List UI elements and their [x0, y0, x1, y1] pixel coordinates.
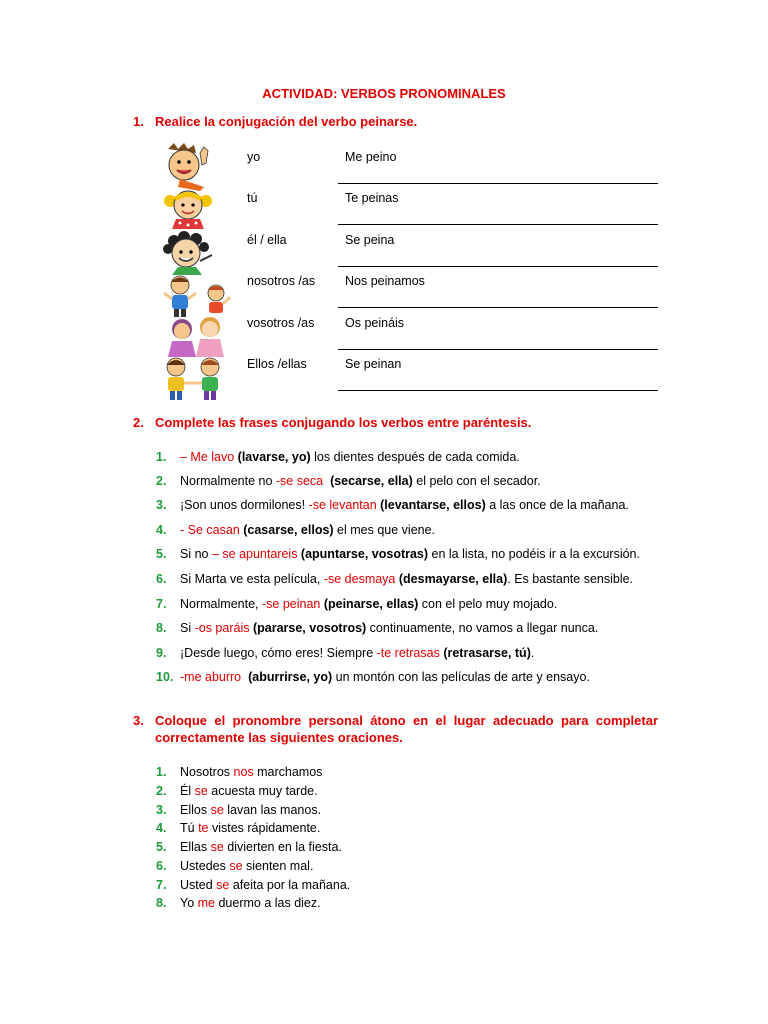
item-post: . Es bastante sensible. [507, 572, 634, 586]
item-text [180, 474, 541, 488]
item-text [180, 621, 598, 635]
item-pre: Ellas [180, 840, 211, 854]
item-text [180, 450, 520, 464]
pronoun: Ellos /ellas [247, 357, 307, 371]
item-hint: (casarse, ellos) [239, 523, 334, 537]
item-text [180, 896, 321, 910]
item-text [180, 765, 322, 779]
item-pre: Normalmente, [180, 597, 262, 611]
item-answer: - Se casan [180, 523, 240, 537]
item-post: marchamos [253, 765, 323, 779]
item-pre: Él [180, 784, 195, 798]
item-answer: -os paráis [194, 621, 250, 635]
conjugation-row [0, 150, 768, 192]
item-number: 6. [156, 572, 167, 586]
pronoun: él / ella [247, 233, 287, 247]
answer-line [338, 390, 658, 391]
item-number: 10. [156, 670, 174, 684]
item-pre: Si no [180, 547, 212, 561]
section-1-number: 1. [133, 114, 144, 129]
item-post: divierten en la fiesta. [223, 840, 342, 854]
item-number: 2. [156, 784, 167, 798]
item-hint: (desmayarse, ella) [395, 572, 508, 586]
item-pre: Si [180, 621, 195, 635]
section-3-heading [133, 712, 658, 748]
item-pre: Usted [180, 878, 217, 892]
verb-form: Se peina [345, 233, 395, 247]
item-answer: -se peinan [261, 597, 321, 611]
verb-form: Os peináis [345, 316, 405, 330]
item-pre: Si Marta ve esta película, [180, 572, 324, 586]
item-number: 4. [156, 821, 167, 835]
item-pre: Ellos [180, 803, 211, 817]
item-number: 7. [156, 878, 167, 892]
item-post: el mes que viene. [333, 523, 436, 537]
item-post: un montón con las películas de arte y ensayo. [332, 670, 590, 684]
item-post: acuesta muy tarde. [207, 784, 318, 798]
item-text [180, 646, 534, 660]
item-post: vistes rápidamente. [208, 821, 321, 835]
item-answer: -se seca [275, 474, 324, 488]
item-hint: (apuntarse, vosotras) [297, 547, 429, 561]
item-answer: se [216, 878, 230, 892]
item-text [180, 572, 633, 586]
item-text [180, 803, 321, 817]
conjugation-row [0, 316, 768, 358]
item-answer: -se desmaya [323, 572, 396, 586]
verb-form: Se peinan [345, 357, 402, 371]
section-2-number: 2. [133, 415, 144, 430]
item-number: 8. [156, 621, 167, 635]
item-text [180, 498, 629, 512]
verb-form: Nos peinamos [345, 274, 425, 288]
item-pre: ¡Desde luego, cómo eres! Siempre [180, 646, 377, 660]
item-text [180, 597, 557, 611]
answer-line [338, 183, 658, 184]
item-answer: – se apuntareis [211, 547, 298, 561]
section-1-text: Realice la conjugación del verbo peinarse. [155, 114, 418, 129]
verb-form: Me peino [345, 150, 397, 164]
item-pre: ¡Son unos dormilones! [180, 498, 309, 512]
item-post: continuamente, no vamos a llegar nunca. [366, 621, 599, 635]
item-number: 6. [156, 859, 167, 873]
item-post: los dientes después de cada comida. [310, 450, 520, 464]
pronoun: tú [247, 191, 258, 205]
item-text [180, 670, 590, 684]
item-answer: -se levantan [308, 498, 377, 512]
item-hint: (levantarse, ellos) [376, 498, 486, 512]
item-post: en la lista, no podéis ir a la excursión. [428, 547, 640, 561]
pronoun: nosotros /as [247, 274, 316, 288]
item-answer: nos [233, 765, 254, 779]
item-post: con el pelo muy mojado. [418, 597, 558, 611]
item-number: 3. [156, 498, 167, 512]
worksheet-title: ACTIVIDAD: VERBOS PRONOMINALES [262, 86, 506, 101]
section-2-text: Complete las frases conjugando los verbos entre paréntesis. [155, 415, 532, 430]
verb-form: Te peinas [345, 191, 399, 205]
conjugation-row [0, 274, 768, 316]
item-post: a las once de la mañana. [485, 498, 629, 512]
item-answer: me [197, 896, 215, 910]
item-pre: Tú [180, 821, 199, 835]
pronoun: yo [247, 150, 261, 164]
item-number: 1. [156, 765, 167, 779]
item-pre: Nosotros [180, 765, 234, 779]
item-text [180, 878, 350, 892]
item-answer: se [210, 803, 224, 817]
answer-line [338, 266, 658, 267]
item-answer: se [229, 859, 243, 873]
answer-line [338, 224, 658, 225]
item-hint: (peinarse, ellas) [320, 597, 419, 611]
answer-line [338, 349, 658, 350]
item-post: . [530, 646, 535, 660]
item-pre: Ustedes [180, 859, 230, 873]
item-answer: se [194, 784, 208, 798]
item-number: 9. [156, 646, 167, 660]
item-pre: Normalmente no [180, 474, 276, 488]
item-text [180, 547, 640, 561]
item-pre: Yo [180, 896, 198, 910]
conjugation-row [0, 357, 768, 399]
item-answer: -me aburro [180, 670, 242, 684]
item-post: lavan las manos. [223, 803, 322, 817]
item-answer: – Me lavo [180, 450, 235, 464]
item-number: 7. [156, 597, 167, 611]
item-number: 8. [156, 896, 167, 910]
item-number: 2. [156, 474, 167, 488]
answer-line [338, 307, 658, 308]
item-number: 5. [156, 840, 167, 854]
item-text [180, 784, 318, 798]
item-text [180, 523, 435, 537]
item-number: 3. [156, 803, 167, 817]
item-post: duermo a las diez. [215, 896, 321, 910]
item-hint: (lavarse, yo) [234, 450, 311, 464]
item-hint: (secarse, ella) [323, 474, 413, 488]
item-answer: se [210, 840, 224, 854]
item-text [180, 859, 313, 873]
item-text [180, 840, 342, 854]
pronoun: vosotros /as [247, 316, 315, 330]
item-answer: -te retrasas [376, 646, 440, 660]
item-text [180, 821, 320, 835]
item-hint: (pararse, vosotros) [249, 621, 367, 635]
conjugation-row [0, 191, 768, 233]
item-answer: te [198, 821, 209, 835]
item-post: el pelo con el secador. [412, 474, 541, 488]
item-number: 4. [156, 523, 167, 537]
item-number: 1. [156, 450, 167, 464]
conjugation-row [0, 233, 768, 275]
section-3-text: Coloque el pronombre personal átono en el lugar adecuado para completar correctamente las siguientes oraciones. [155, 713, 658, 745]
item-hint: (retrasarse, tú) [439, 646, 531, 660]
item-post: sienten mal. [242, 859, 314, 873]
section-3-number: 3. [133, 713, 144, 728]
item-hint: (aburrirse, yo) [241, 670, 333, 684]
item-number: 5. [156, 547, 167, 561]
item-post: afeita por la mañana. [229, 878, 351, 892]
